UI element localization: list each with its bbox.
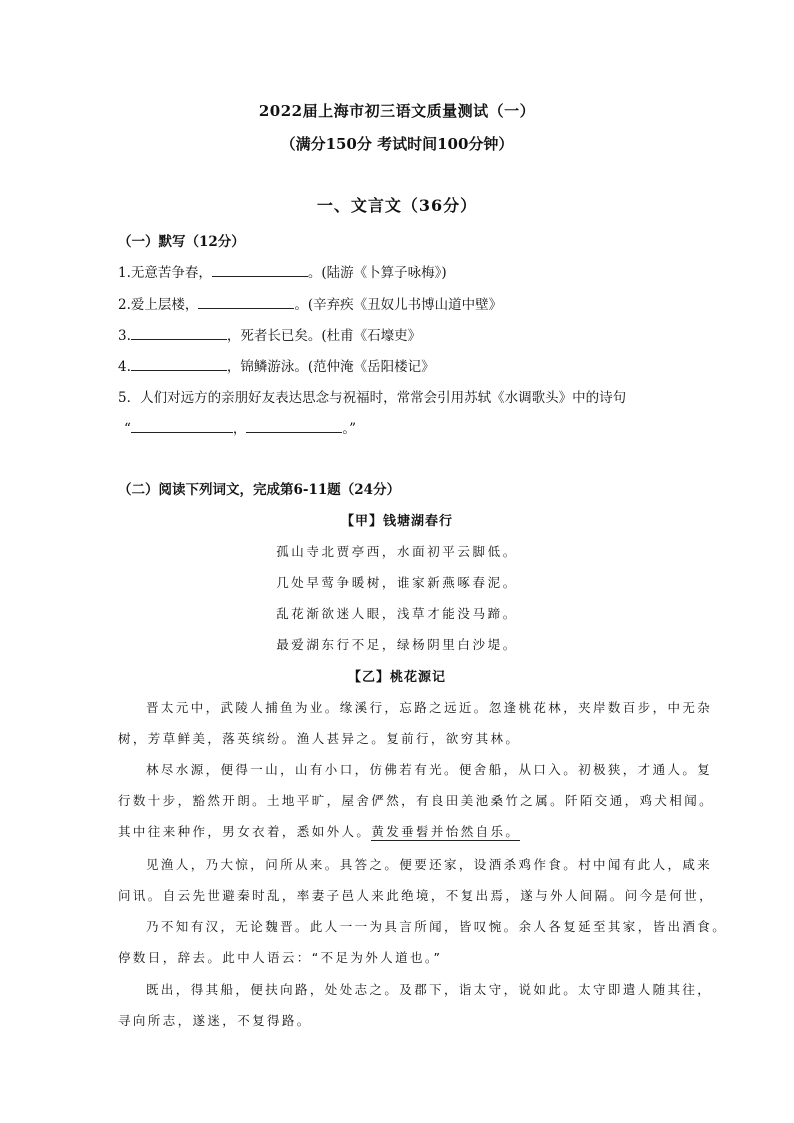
q2-answer-blank[interactable] xyxy=(198,294,294,309)
question-5-prompt: 5．人们对远方的亲朋好友表达思念与祝福时，常常会引用苏轼《水调歌头》中的诗句 xyxy=(118,390,627,406)
q4-prefix: 4. xyxy=(118,359,131,375)
q2-prefix: 2.爱上层楼， xyxy=(118,297,199,313)
q5-answer-blank-1[interactable] xyxy=(131,418,233,433)
poem-title: 【甲】钱塘湖春行 xyxy=(340,514,453,529)
prose-title: 【乙】桃花源记 xyxy=(347,670,446,685)
q4-answer-blank[interactable] xyxy=(131,356,227,371)
q3-prefix: 3. xyxy=(118,328,131,344)
q4-source: ，锦鳞游泳。(范仲淹《岳阳楼记》 xyxy=(226,359,435,375)
q5-open-quote: “ xyxy=(124,421,131,437)
prose-line: 见渔人，乃大惊，问所从来。具答之。便要还家，设酒杀鸡作食。村中闻有此人，咸来 xyxy=(146,857,713,872)
part2-heading: （二）阅读下列词文，完成第6-11题（24分） xyxy=(118,482,401,498)
q5-close-quote: 。” xyxy=(342,421,357,437)
prose-line: 寻向所志，遂迷，不复得路。 xyxy=(118,1013,312,1028)
prose-line: 问讯。自云先世避秦时乱，率妻子邑人来此绝境，不复出焉，遂与外人间隔。问今是何世， xyxy=(118,888,715,903)
poem-line: 孤山寺北贾亭西，水面初平云脚低。 xyxy=(276,544,518,559)
part1-heading: （一）默写（12分） xyxy=(118,234,245,250)
underlined-sentence: 黄发垂髫并怡然自乐。 xyxy=(371,824,521,839)
question-3 xyxy=(118,324,421,344)
prose-line: 晋太元中，武陵人捕鱼为业。缘溪行，忘路之远近。忽逢桃花林，夹岸数百步，中无杂 xyxy=(146,700,713,715)
section-heading: 一、文言文（36分） xyxy=(316,196,478,215)
q2-source: 。(辛弃疾《丑奴儿书博山道中壁》 xyxy=(294,297,503,313)
question-4 xyxy=(118,355,435,375)
q1-source: 。(陆游《卜算子咏梅》) xyxy=(307,265,447,281)
poem-line: 乱花渐欲迷人眼，浅草才能没马蹄。 xyxy=(276,606,518,621)
prose-line: 行数十步，豁然开朗。土地平旷，屋舍俨然，有良田美池桑竹之属。阡陌交通，鸡犬相闻。 xyxy=(118,793,715,808)
q3-source: ，死者长已矣。(杜甫《石壕吏》 xyxy=(226,328,422,344)
prose-text: 其中往来种作，男女衣着，悉如外人。 xyxy=(118,824,372,839)
poem-line: 最爱湖东行不足，绿杨阴里白沙堤。 xyxy=(276,637,518,652)
page-subtitle: （满分150分 考试时间100分钟） xyxy=(280,135,514,153)
question-5-answer xyxy=(124,417,356,437)
prose-line: 林尽水源，便得一山，山有小口，仿佛若有光。便舍船，从口入。初极狭，才通人。复 xyxy=(146,762,713,777)
page-title: 2022届上海市初三语文质量测试（一） xyxy=(258,102,536,120)
prose-line xyxy=(118,822,678,840)
poem-line: 几处早莺争暖树，谁家新燕啄春泥。 xyxy=(276,575,518,590)
q1-prefix: 1.无意苦争春， xyxy=(118,265,212,281)
q5-comma: ， xyxy=(232,421,247,437)
q1-answer-blank[interactable] xyxy=(212,262,308,277)
q3-answer-blank[interactable] xyxy=(131,325,227,340)
question-1 xyxy=(118,261,447,281)
prose-line: 停数日，辞去。此中人语云：“不足为外人道也。” xyxy=(118,950,443,965)
prose-line: 乃不知有汉，无论魏晋。此人一一为具言所闻，皆叹惋。余人各复延至其家，皆出酒食。 xyxy=(146,919,728,934)
prose-line: 树，芳草鲜美，落英缤纷。渔人甚异之。复前行，欲穷其林。 xyxy=(118,731,521,746)
q5-answer-blank-2[interactable] xyxy=(246,418,342,433)
question-2 xyxy=(118,293,502,313)
prose-line: 既出，得其船，便扶向路，处处志之。及郡下，诣太守，说如此。太守即遣人随其往， xyxy=(146,982,713,997)
